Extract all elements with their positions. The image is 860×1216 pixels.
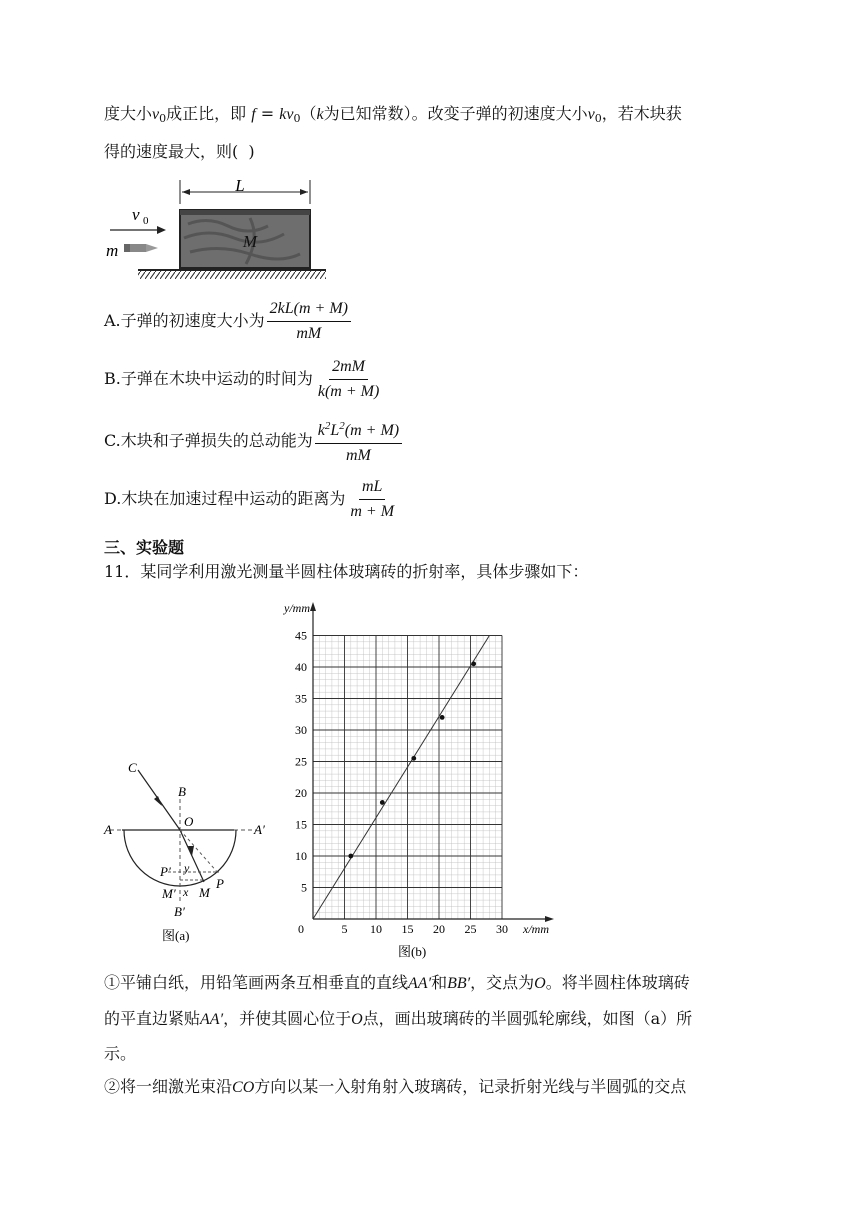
point-b-prime-label: B′ bbox=[174, 904, 185, 919]
x-tick-label: 20 bbox=[433, 922, 445, 936]
y-tick-label: 40 bbox=[295, 660, 307, 674]
y-axis-label: y/mm bbox=[284, 601, 310, 615]
y-tick-label: 10 bbox=[295, 849, 307, 863]
fraction-numerator: 2mM bbox=[329, 357, 368, 380]
bullet-mass-label: m bbox=[106, 241, 119, 260]
option-c bbox=[104, 418, 402, 464]
point-b-label: B bbox=[178, 784, 186, 799]
fraction-numerator: mL bbox=[359, 477, 385, 500]
x-distance-label: x bbox=[183, 885, 189, 899]
text-segment: 度大小 bbox=[104, 104, 153, 123]
section-title: 三、实验题 bbox=[104, 538, 185, 557]
fraction-numerator: 2kL(m + M) bbox=[267, 299, 351, 322]
graph-figure-b bbox=[280, 596, 570, 966]
text-segment: 成正比，即 bbox=[166, 104, 247, 123]
axes bbox=[310, 602, 554, 922]
fraction-denominator: mM bbox=[346, 447, 371, 464]
fraction-denominator: mM bbox=[296, 324, 322, 342]
y-tick-label: 35 bbox=[295, 691, 307, 706]
data-point bbox=[348, 854, 353, 859]
y-tick-label: 15 bbox=[295, 817, 307, 832]
origin-label: 0 bbox=[298, 922, 304, 936]
question-text-line-1: 度大小$v_0$成正比，即 $f = kv_0(k$为已知常数）。改变子弹的初速度大小$v_0$，若木块获 bbox=[104, 104, 682, 125]
x-tick-label: 30 bbox=[496, 922, 508, 936]
velocity-subscript: 0 bbox=[143, 215, 149, 227]
length-label: L bbox=[235, 176, 245, 195]
option-b bbox=[104, 356, 382, 402]
text-segment: ，若木块获 bbox=[601, 104, 682, 123]
option-a-fraction bbox=[267, 299, 351, 344]
y-tick-label: 20 bbox=[295, 786, 307, 800]
major-grid bbox=[313, 636, 502, 920]
step-2-line-1: ②将一细激光束沿CO方向以某一入射角射入玻璃砖，记录折射光线与半圆弧的交点 bbox=[104, 1077, 687, 1096]
point-m-prime-label: M′ bbox=[162, 886, 176, 901]
point-a-label: A bbox=[104, 822, 112, 837]
bullet-block-figure bbox=[100, 174, 340, 284]
data-points bbox=[348, 661, 476, 858]
y-tick-label: 30 bbox=[295, 723, 307, 737]
option-d-text: D.木块在加速过程中运动的距离为 bbox=[104, 489, 346, 508]
y-tick-label: 5 bbox=[301, 880, 307, 895]
symbol-k: k bbox=[316, 106, 324, 123]
x-axis-label: x/mm bbox=[523, 922, 549, 936]
text-segment: 为已知常数）。改变子弹的初速度大小 bbox=[323, 104, 588, 123]
figure-a-caption: 图(a) bbox=[162, 928, 190, 943]
y-distance-label: y bbox=[184, 861, 190, 875]
step-1-line-2: 的平直边紧贴AA′，并使其圆心位于O点，画出玻璃砖的半圆弧轮廓线，如图（a）所 bbox=[104, 1009, 693, 1028]
x-tick-label: 5 bbox=[341, 922, 348, 936]
x-tick-label: 10 bbox=[370, 922, 382, 936]
symbol-kv: kv bbox=[279, 106, 294, 123]
option-c-fraction bbox=[315, 416, 402, 466]
data-point bbox=[440, 715, 445, 720]
option-a bbox=[104, 298, 351, 344]
point-p-prime-label: P′ bbox=[160, 864, 171, 879]
x-tick-label: 15 bbox=[401, 922, 414, 936]
option-b-text: B.子弹在木块中运动的时间为 bbox=[104, 369, 313, 388]
x-tick-label: 25 bbox=[464, 922, 477, 936]
option-a-text: A.子弹的初速度大小为 bbox=[104, 311, 265, 330]
point-o-label: O bbox=[184, 814, 194, 829]
symbol-v0: v bbox=[152, 106, 160, 123]
step-1-line-3: 示。 bbox=[104, 1044, 137, 1063]
point-a-prime-label: A′ bbox=[254, 822, 265, 837]
symbol-f: f bbox=[251, 106, 256, 123]
point-m-label: M bbox=[199, 885, 210, 900]
symbol-v0: v bbox=[587, 106, 595, 123]
option-c-text: C.木块和子弹损失的总动能为 bbox=[104, 431, 313, 450]
text-segment: （ bbox=[300, 104, 317, 123]
semicircle-figure-a bbox=[96, 752, 286, 952]
fraction-denominator: m + M bbox=[350, 502, 395, 520]
data-point bbox=[380, 800, 385, 805]
option-d-fraction bbox=[347, 477, 397, 522]
question-11-text: 11．某同学利用激光测量半圆柱体玻璃砖的折射率，具体步骤如下： bbox=[104, 562, 589, 581]
option-b-fraction bbox=[315, 357, 382, 402]
block-mass-label: M bbox=[242, 232, 258, 251]
y-tick-label: 45 bbox=[295, 628, 307, 643]
y-tick-label: 25 bbox=[295, 754, 307, 769]
figure-b-caption: 图(b) bbox=[398, 944, 427, 959]
data-point bbox=[411, 756, 416, 761]
fraction-denominator: k(m + M) bbox=[317, 382, 380, 400]
question-text-line-2: 得的速度最大，则( ) bbox=[104, 142, 255, 161]
point-c-label: C bbox=[128, 760, 137, 775]
option-d bbox=[104, 476, 397, 522]
y-tick-labels bbox=[295, 629, 307, 895]
fraction-numerator: $k^2L^2(m + M)$ bbox=[315, 416, 402, 444]
step-1-line-1: ①平铺白纸，用铅笔画两条互相垂直的直线AA′和BB′，交点为O。将半圆柱体玻璃砖 bbox=[104, 973, 690, 992]
data-point bbox=[471, 661, 476, 666]
velocity-label: v bbox=[132, 205, 140, 224]
x-tick-labels bbox=[342, 922, 509, 936]
point-p-label: P bbox=[216, 876, 224, 891]
